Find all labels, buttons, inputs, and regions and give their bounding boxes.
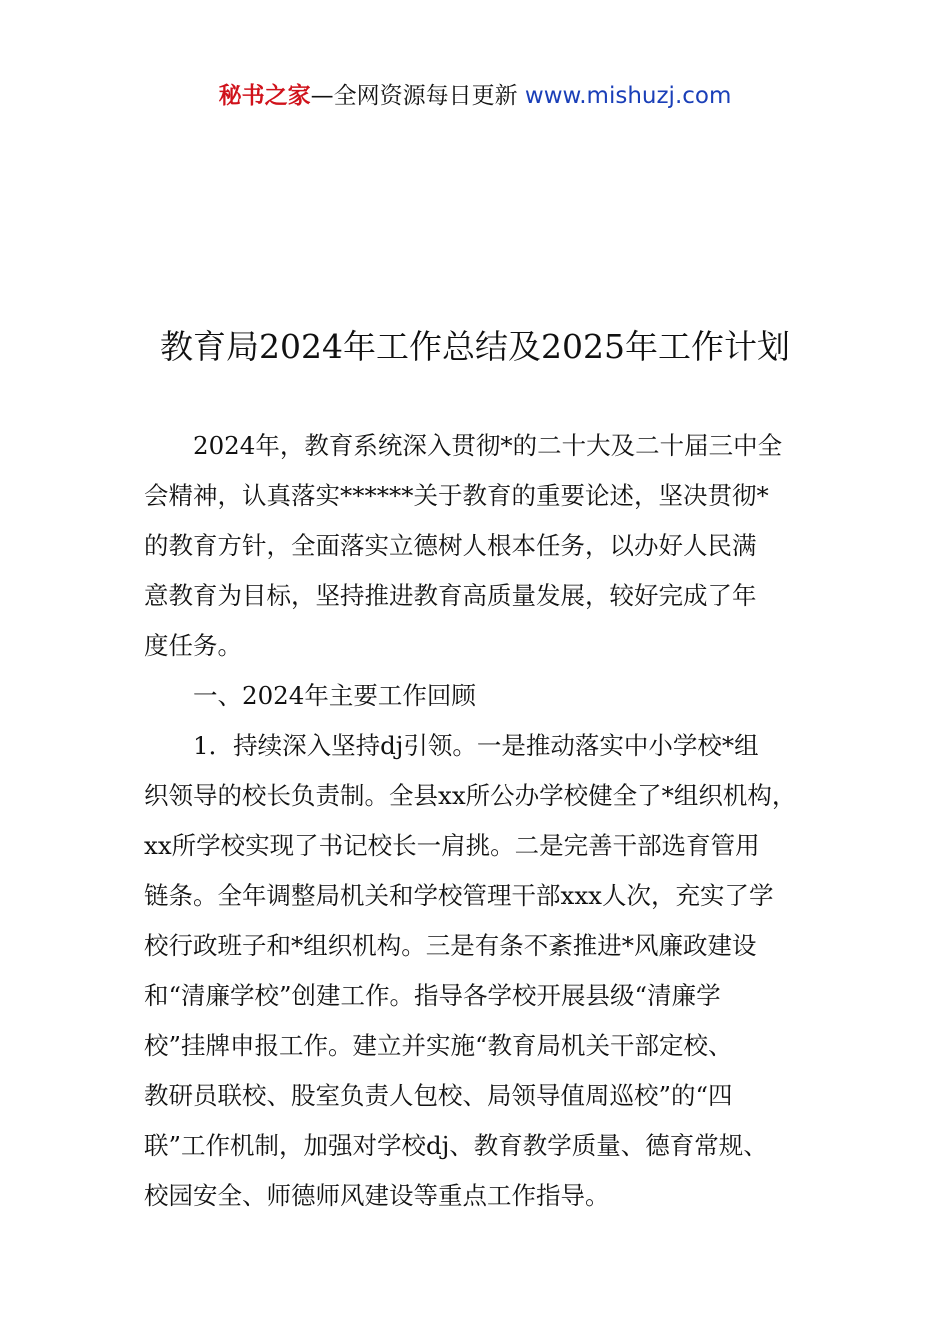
text-line: 意教育为目标，坚持推进教育高质量发展，较好完成了年 [144,581,757,610]
text-line: 教研员联校、股室负责人包校、局领导值周巡校”的“四 [144,1081,733,1110]
text-line: 2024年，教育系统深入贯彻*的二十大及二十届三中全 [193,431,783,460]
text-line: 校”挂牌申报工作。建立并实施“教育局机关干部定校、 [144,1031,733,1060]
text-line: 会精神，认真落实******关于教育的重要论述，坚决贯彻* [144,481,769,510]
intro-paragraph [144,421,824,671]
text-line: 一、2024年主要工作回顾 [193,681,476,710]
text-line: 度任务。 [144,631,242,660]
text-line: 校园安全、师德师风建设等重点工作指导。 [144,1181,610,1210]
document-title: 教育局2024年工作总结及2025年工作计划 [160,327,790,366]
text-line: 织领导的校长负责制。全县xx所公办学校健全了*组织机构， [144,781,797,810]
text-line: 链条。全年调整局机关和学校管理干部xxx人次，充实了学 [144,881,774,910]
text-line: 1．持续深入坚持dj引领。一是推动落实中小学校*组 [193,731,759,760]
site-header [0,78,950,114]
text-line: xx所学校实现了书记校长一肩挑。二是完善干部选育管用 [144,831,760,860]
site-tagline: —全网资源每日更新 [310,83,518,109]
text-line: 校行政班子和*组织机构。三是有条不紊推进*风廉政建设 [144,931,757,960]
site-brand: 秘书之家 [218,83,311,109]
text-line: 联”工作机制，加强对学校dj、教育教学质量、德育常规、 [144,1131,768,1160]
document-body [144,421,824,1221]
site-url-link[interactable]: www.mishuzj.com [524,83,732,109]
text-line: 和“清廉学校”创建工作。指导各学校开展县级“清廉学 [144,981,721,1010]
text-line: 的教育方针，全面落实立德树人根本任务，以办好人民满 [144,531,757,560]
section-heading [144,671,824,721]
section-paragraph [144,721,824,1221]
